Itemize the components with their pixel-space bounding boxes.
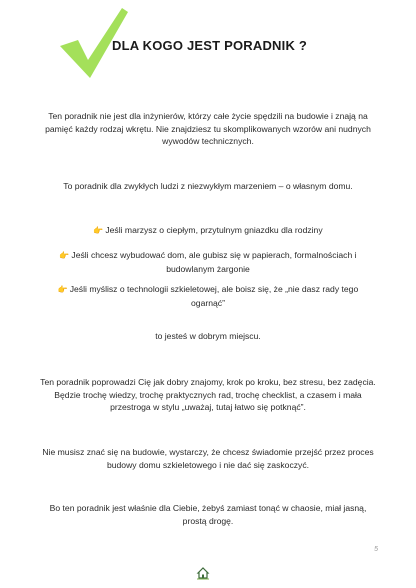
- guide-paragraph: Ten poradnik poprowadzi Cię jak dobry znajomy, krok po kroku, bez stresu, bez zadęcia. Będzie trochę wiedzy, trochę praktycznych rad, trochę checklist, a czasem i mała przestroga w stylu „uważaj, tutaj łatwo się potknąć”.: [40, 377, 376, 413]
- no-expert-paragraph: Nie musisz znać się na budowie, wystarczy, że chcesz świadomie przejść przez proces budowy domu szkieletowego i nie dać się zaskoczyć.: [42, 447, 374, 470]
- bullet-item: 👉 Jeśli chcesz wybudować dom, ale gubisz się w papierach, formalnościach i budowlanym żargonie: [59, 250, 357, 274]
- pointing-hand-icon: 👉: [57, 285, 68, 294]
- house-logo-icon: [196, 566, 210, 580]
- conclusion-text: to jesteś w dobrym miejscu.: [155, 331, 261, 341]
- page-number: 5: [374, 546, 378, 553]
- bullet-item: 👉 Jeśli marzysz o ciepłym, przytulnym gniazdku dla rodziny: [50, 224, 366, 238]
- audience-paragraph: To poradnik dla zwykłych ludzi z niezwykłym marzeniem – o własnym domu.: [63, 181, 353, 191]
- bullet-item: 👉 Jeśli myślisz o technologii szkieletowej, ale boisz się, że „nie dasz rady tego ogarnąć”: [57, 284, 359, 308]
- page-title: DLA KOGO JEST PORADNIK ?: [112, 38, 307, 53]
- intro-paragraph: Ten poradnik nie jest dla inżynierów, którzy całe życie spędzili na budowie i znają na pamięć każdy rodzaj wkrętu. Nie znajdziesz tu skomplikowanych wzorów ani nudnych wywodów technicznych.: [45, 111, 371, 147]
- closing-paragraph: Bo ten poradnik jest właśnie dla Ciebie, żebyś zamiast tonąć w chaosie, miał jasną, prostą drogę.: [49, 503, 367, 526]
- pointing-hand-icon: 👉: [59, 251, 70, 260]
- pointing-hand-icon: 👉: [93, 226, 104, 235]
